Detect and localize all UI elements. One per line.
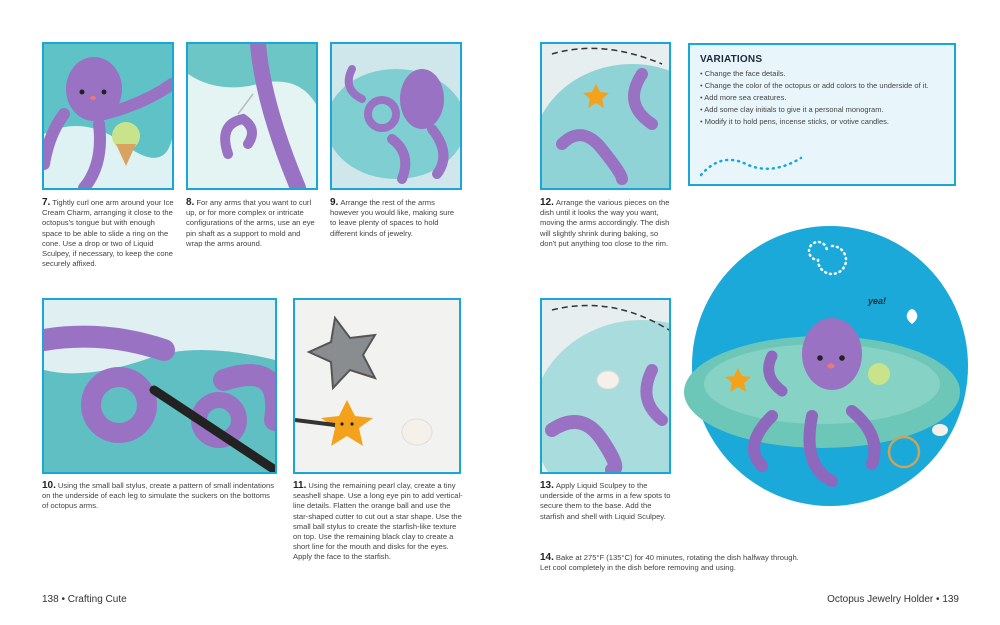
step-text: Using the small ball stylus, create a pattern of small indentations on the underside of each leg to simulate the suckers on the bottoms of octopus arms. [42, 481, 275, 511]
variations-title: VARIATIONS [700, 54, 763, 65]
step-8-photo [186, 42, 318, 190]
step-14-caption [540, 553, 805, 573]
dotted-wave-decoration [696, 150, 806, 180]
step-10-photo [42, 298, 277, 474]
step-number: 8. [186, 197, 195, 208]
step-13-caption [540, 481, 675, 522]
variation-item: • Change the color of the octopus or add colors to the underside of it. [700, 81, 944, 90]
step-text: Apply Liquid Sculpey to the underside of the arms in a few spots to secure them to the base. Add the starfish and shell with Liquid Sculpey. [540, 481, 671, 521]
chapter-title: Octopus Jewelry Holder [827, 594, 934, 605]
step-text: Arrange the rest of the arms however you would like, making sure to leave plenty of spaces to hold different kinds of jewelry. [330, 198, 455, 238]
step-9-photo [330, 42, 462, 190]
variation-item: • Add some clay initials to give it a personal monogram. [700, 105, 944, 114]
step-number: 14. [540, 552, 554, 563]
variations-list [700, 69, 944, 126]
hero-photo [682, 216, 972, 510]
step-12-photo [540, 42, 671, 190]
step-8-caption [186, 198, 318, 249]
step-number: 7. [42, 197, 51, 208]
variation-item: • Modify it to hold pens, incense sticks, or votive candles. [700, 117, 944, 126]
step-7-caption [42, 198, 174, 269]
step-number: 13. [540, 480, 554, 491]
step-text: Arrange the various pieces on the dish until it looks the way you want, moving the arms accordingly. The dish will slightly shrink during baking, so don't put anything too close to the rim. [540, 198, 670, 248]
step-text: Bake at 275°F (135°C) for 40 minutes, rotating the dish halfway through. Let cool completely in the dish before removing and using. [540, 553, 799, 573]
folio-separator: • [61, 594, 68, 605]
step-9-caption [330, 198, 462, 239]
book-title: Crafting Cute [67, 594, 127, 605]
variation-item: • Change the face details. [700, 69, 944, 78]
hero-annotation: yea! [868, 296, 887, 306]
variations-box [688, 43, 956, 186]
left-folio [42, 594, 127, 605]
step-number: 9. [330, 197, 339, 208]
step-number: 12. [540, 197, 554, 208]
step-7-photo [42, 42, 174, 190]
page-number: 139 [942, 594, 959, 605]
step-number: 10. [42, 480, 56, 491]
step-10-caption [42, 481, 274, 512]
variation-item: • Add more sea creatures. [700, 93, 944, 102]
step-number: 11. [293, 480, 307, 491]
folio-separator: • [936, 594, 943, 605]
step-text: Tightly curl one arm around your Ice Cream Charm, arranging it close to the octopus's tongue but with enough space to be able to slide a ring on the cone. Use a drop or two of Liquid Sculpey, if necessary, to keep the cone securely affixed. [42, 198, 174, 269]
step-11-caption [293, 481, 463, 563]
step-13-photo [540, 298, 671, 474]
page-number: 138 [42, 594, 59, 605]
right-folio [827, 594, 959, 605]
step-text: Using the remaining pearl clay, create a tiny seashell shape. Use a long eye pin to add vertical-line details. Flatten the orange ball and use the star-shaped cutter to cut out a star shape. Use the small ball stylus to create the starfish-like texture on top. Use the remaining black clay to create a short line for the mouth and disks for the eyes. Apply the face to the starfish. [293, 481, 463, 562]
step-11-photo [293, 298, 461, 474]
step-12-caption [540, 198, 675, 249]
step-text: For any arms that you want to curl up, or for more complex or intricate configurations of the arms, use an eye pin shaft as a support to mold and wrap the arms around. [186, 198, 315, 248]
